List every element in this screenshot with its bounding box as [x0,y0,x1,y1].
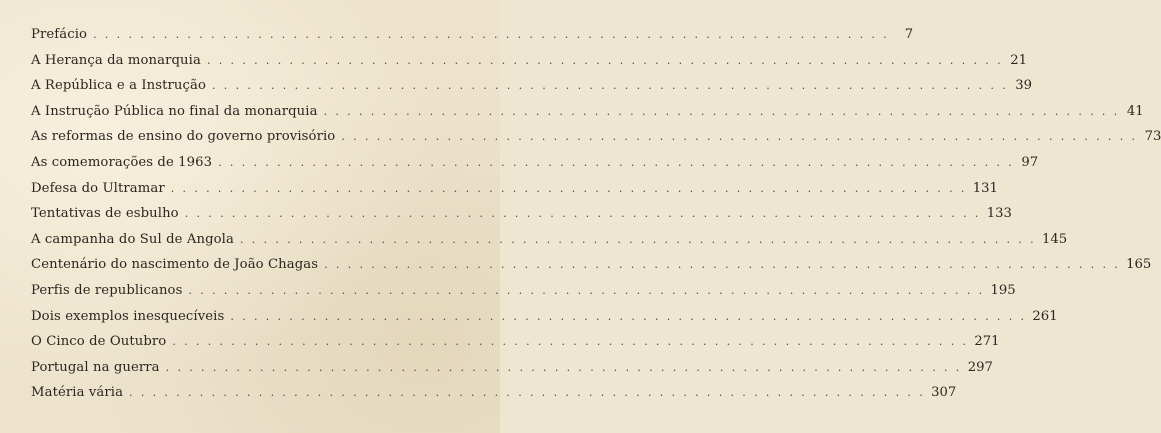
dot-leader: . . . . . . . . . . . . . . . . . . . . . . . . . . . . . . . . . . . . . . . . . . . . . . . . . . . . . . . . . . . . . . . . . . . . [239,232,1036,246]
toc-entry-page: 261 [1032,308,1058,324]
toc-entry-title: Centenário do nascimento de João Chagas [31,257,319,273]
toc-entry [31,124,1161,150]
toc-entry-page: 7 [904,27,914,42]
toc-entry-title: Perfis de republicanos [31,282,183,298]
toc-entry-page: 97 [1021,154,1039,170]
toc-entry-page: 307 [931,385,957,401]
toc-entry-title: Defesa do Ultramar [31,180,165,196]
toc-entry-page: 39 [1015,78,1033,94]
dot-leader: . . . . . . . . . . . . . . . . . . . . . . . . . . . . . . . . . . . . . . . . . . . . . . . . . . . . . . . . . . . . . . . . . . . . [323,104,1120,118]
toc-entry-title: A campanha do Sul de Angola [31,231,234,247]
toc-entry [31,252,1152,278]
toc-entry [31,278,1016,304]
toc-entry-title: Portugal na guerra [31,359,160,375]
toc-entry [31,150,1039,176]
toc-entry-title: As comemorações de 1963 [31,154,213,170]
dot-leader: . . . . . . . . . . . . . . . . . . . . . . . . . . . . . . . . . . . . . . . . . . . . . . . . . . . . . . . . . . . . . . . . . . . . [93,28,890,41]
dot-leader: . . . . . . . . . . . . . . . . . . . . . . . . . . . . . . . . . . . . . . . . . . . . . . . . . . . . . . . . . . . . . . . . . . . . [170,181,967,195]
toc-entry-title: A Instrução Pública no final da monarquia [31,103,318,119]
toc-entry [31,201,1012,227]
dot-leader: . . . . . . . . . . . . . . . . . . . . . . . . . . . . . . . . . . . . . . . . . . . . . . . . . . . . . . . . . . . . . . . . . . . . [212,79,1009,93]
dot-leader: . . . . . . . . . . . . . . . . . . . . . . . . . . . . . . . . . . . . . . . . . . . . . . . . . . . . . . . . . . . . . . . . . . . . [230,309,1027,323]
toc-entry-title: Prefácio [31,27,88,42]
toc-entry-title: Tentativas de esbulho [31,206,179,222]
dot-leader: . . . . . . . . . . . . . . . . . . . . . . . . . . . . . . . . . . . . . . . . . . . . . . . . . . . . . . . . . . . . . . . . . . . . [129,386,926,400]
toc-entry [31,48,1027,74]
toc-entry-page: 73 [1144,129,1161,145]
dot-leader: . . . . . . . . . . . . . . . . . . . . . . . . . . . . . . . . . . . . . . . . . . . . . . . . . . . . . . . . . . . . . . . . . . . . [218,155,1015,169]
toc-entry-page: 133 [986,206,1012,222]
toc-entry-page: 195 [990,282,1016,298]
toc-entry [31,329,1000,355]
toc-entry-page: 131 [972,180,998,196]
toc-entry-page: 297 [967,359,993,375]
toc-entry [31,304,1058,330]
toc-entry-title: A República e a Instrução [31,78,207,94]
toc-entry [31,176,998,202]
toc-entry-page: 145 [1042,231,1068,247]
toc-entry [31,380,957,406]
toc-entry [31,99,1144,125]
dot-leader: . . . . . . . . . . . . . . . . . . . . . . . . . . . . . . . . . . . . . . . . . . . . . . . . . . . . . . . . . . . . . . . . . . . . [184,207,981,221]
toc-entry [31,73,1033,99]
dot-leader: . . . . . . . . . . . . . . . . . . . . . . . . . . . . . . . . . . . . . . . . . . . . . . . . . . . . . . . . . . . . . . . . . . . . [172,335,969,349]
toc-entry [31,227,1068,253]
toc-entry [31,355,993,381]
toc-entry-title: Matéria vária [31,385,124,401]
toc-entry-page: 41 [1126,103,1144,119]
toc-entry-title: Dois exemplos inesquecíveis [31,308,225,324]
toc-entry [31,22,914,48]
toc-entry-page: 165 [1126,257,1152,273]
toc-entry-title: A Herança da monarquia [31,52,201,68]
toc-entry-page: 271 [974,334,1000,350]
dot-leader: . . . . . . . . . . . . . . . . . . . . . . . . . . . . . . . . . . . . . . . . . . . . . . . . . . . . . . . . . . . . . . . . . . . . [206,53,1003,67]
toc-entry-title: O Cinco de Outubro [31,334,167,350]
toc-entry-page: 21 [1010,52,1027,68]
table-of-contents [31,22,1161,406]
dot-leader: . . . . . . . . . . . . . . . . . . . . . . . . . . . . . . . . . . . . . . . . . . . . . . . . . . . . . . . . . . . . . . . . . . . . [188,283,985,297]
dot-leader: . . . . . . . . . . . . . . . . . . . . . . . . . . . . . . . . . . . . . . . . . . . . . . . . . . . . . . . . . . . . . . . . . . . . [341,130,1138,144]
toc-entry-title: As reformas de ensino do governo provisório [31,129,336,145]
dot-leader: . . . . . . . . . . . . . . . . . . . . . . . . . . . . . . . . . . . . . . . . . . . . . . . . . . . . . . . . . . . . . . . . . . . . [324,258,1121,272]
dot-leader: . . . . . . . . . . . . . . . . . . . . . . . . . . . . . . . . . . . . . . . . . . . . . . . . . . . . . . . . . . . . . . . . . . . . [165,360,962,374]
